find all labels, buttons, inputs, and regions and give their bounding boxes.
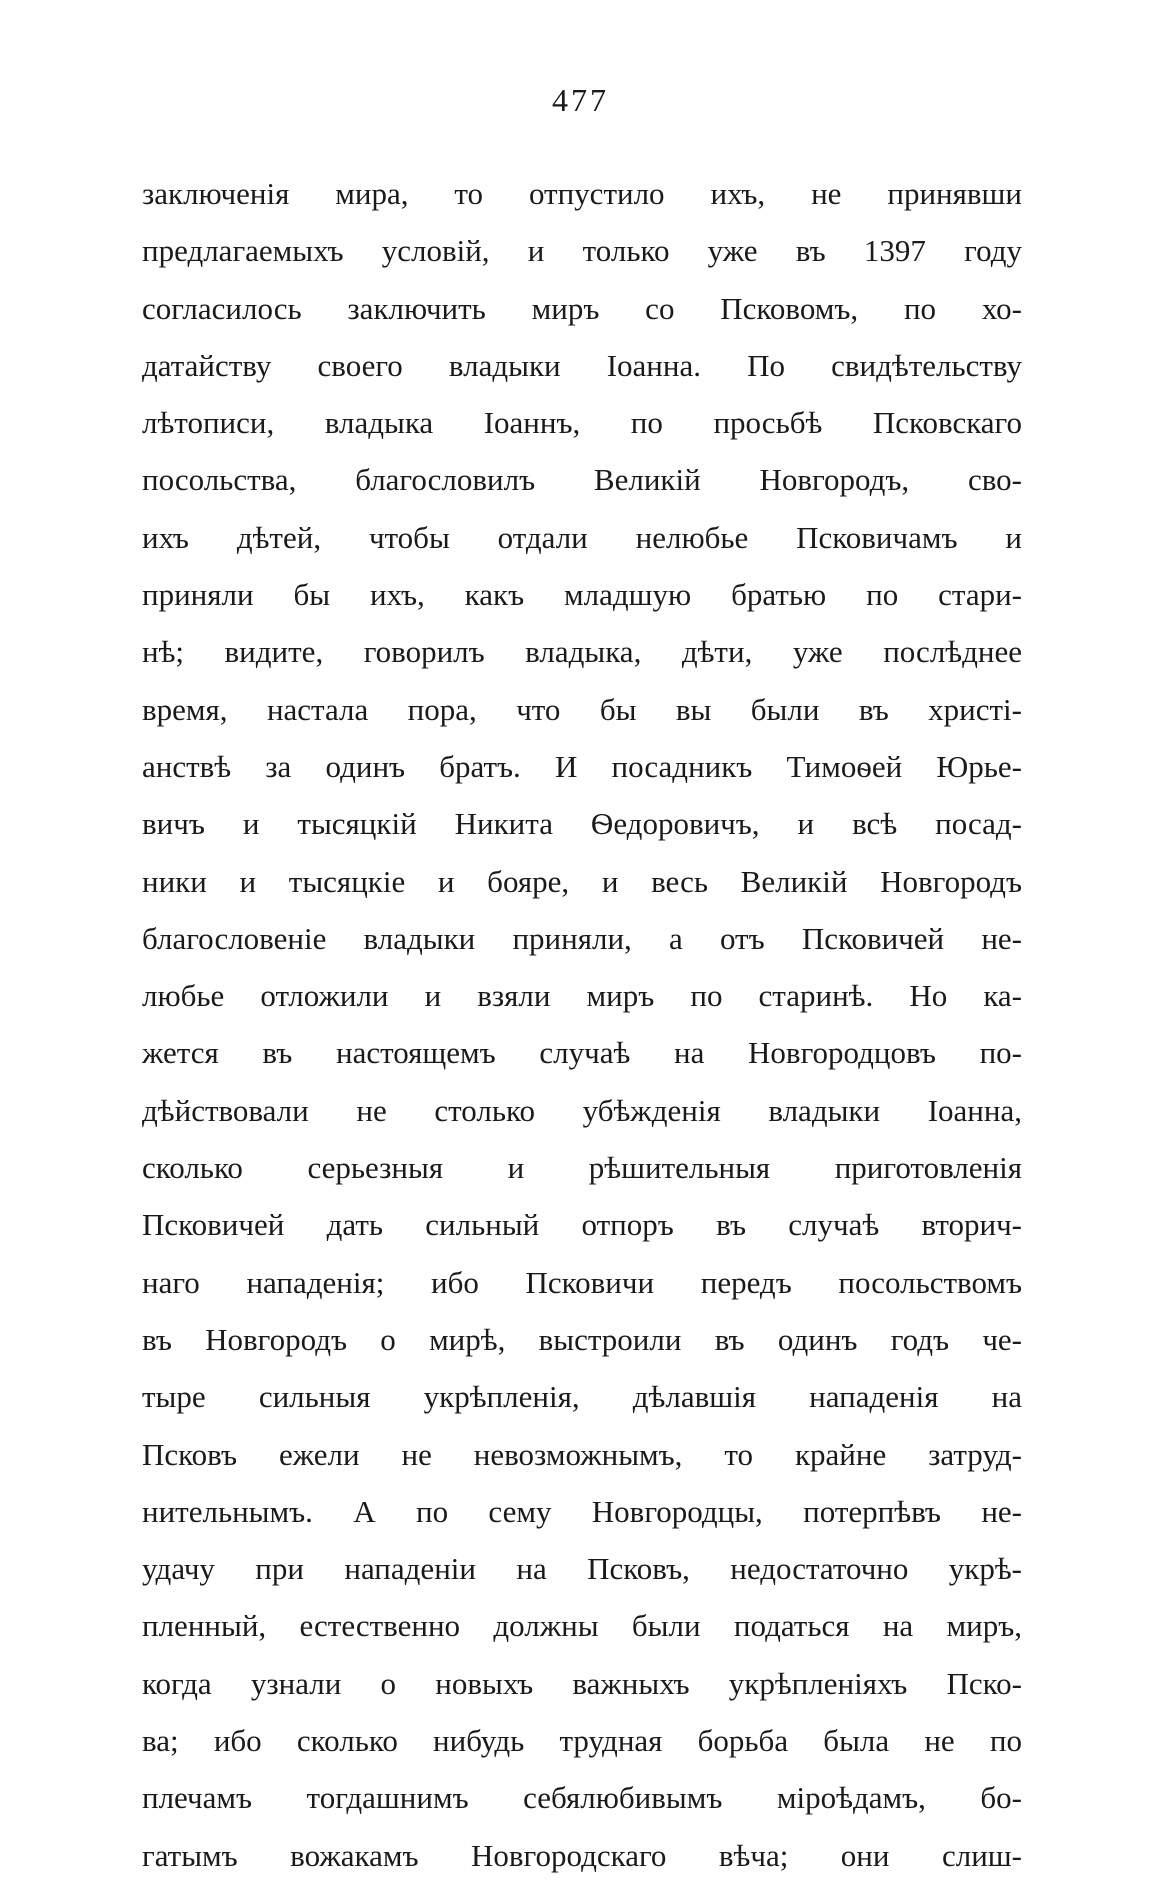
text-line: плечамъ тогдашнимъ себялюбивымъ міроѣдамъ, бо-	[142, 1780, 1022, 1816]
text-line: въ Новгородъ о мирѣ, выстроили въ одинъ годъ че-	[142, 1321, 1022, 1357]
text-line: ва; ибо сколько нибудь трудная борьба была не по	[142, 1723, 1022, 1759]
text-line: благословеніе владыки приняли, а отъ Псковичей не-	[142, 920, 1022, 956]
text-line: вичъ и тысяцкій Никита Ѳедоровичъ, и всѣ посад-	[142, 806, 1022, 842]
text-line: согласилось заключить миръ со Псковомъ, по хо-	[142, 290, 1022, 326]
text-line: предлагаемыхъ условій, и только уже въ 1397 году	[142, 233, 1022, 269]
text-line: тыре сильныя укрѣпленія, дѣлавшія нападенія на	[142, 1379, 1022, 1415]
text-line: посольства, благословилъ Великій Новгородъ, сво-	[142, 462, 1022, 498]
text-line: удачу при нападеніи на Псковъ, недостаточно укрѣ-	[142, 1551, 1022, 1587]
text-line: время, настала пора, что бы вы были въ христі-	[142, 691, 1022, 727]
text-line: сколько серьезныя и рѣшительныя приготовленія	[142, 1150, 1022, 1186]
text-line: дѣйствовали не столько убѣжденія владыки Іоанна,	[142, 1092, 1022, 1128]
text-line: пленный, естественно должны были податься на миръ,	[142, 1608, 1022, 1644]
text-line: наго нападенія; ибо Псковичи передъ посольствомъ	[142, 1264, 1022, 1300]
text-line: приняли бы ихъ, какъ младшую братью по стари-	[142, 577, 1022, 613]
page-number: 477	[552, 82, 609, 118]
text-line: нительнымъ. А по сему Новгородцы, потерпѣвъ не-	[142, 1493, 1022, 1529]
text-line: ники и тысяцкіе и бояре, и весь Великій Новгородъ	[142, 863, 1022, 899]
text-line: Псковичей дать сильный отпоръ въ случаѣ вторич-	[142, 1207, 1022, 1243]
text-line: когда узнали о новыхъ важныхъ укрѣпленіяхъ Пско-	[142, 1665, 1022, 1701]
text-line: лѣтописи, владыка Іоаннъ, по просьбѣ Псковскаго	[142, 405, 1022, 441]
body-text	[142, 165, 1022, 1884]
text-line: жется въ настоящемъ случаѣ на Новгородцовъ по-	[142, 1035, 1022, 1071]
text-line: датайству своего владыки Іоанна. По свидѣтельству	[142, 347, 1022, 383]
text-line: любье отложили и взяли миръ по старинѣ. Но ка-	[142, 978, 1022, 1014]
text-line: анствѣ за одинъ братъ. И посадникъ Тимоѳей Юрье-	[142, 748, 1022, 784]
text-line: гатымъ вожакамъ Новгородскаго вѣча; они слиш-	[142, 1837, 1022, 1873]
text-line: заключенія мира, то отпустило ихъ, не принявши	[142, 176, 1022, 211]
text-line: Псковъ ежели не невозможнымъ, то крайне затруд-	[142, 1436, 1022, 1472]
text-line: ихъ дѣтей, чтобы отдали нелюбье Псковичамъ и	[142, 519, 1022, 555]
text-line: нѣ; видите, говорилъ владыка, дѣти, уже послѣднее	[142, 634, 1022, 670]
